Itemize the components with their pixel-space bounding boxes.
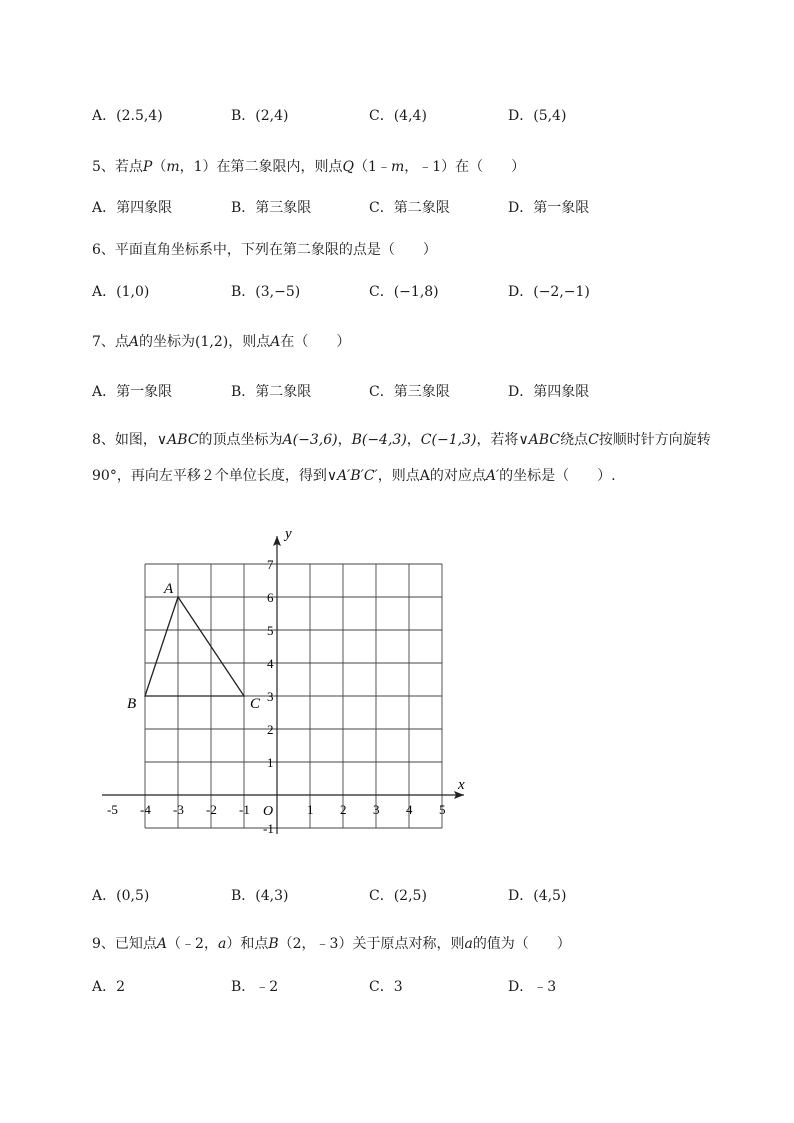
y-tick-label: 5 [267, 623, 274, 638]
q6-option-a[interactable]: A．(1,0) [92, 284, 150, 300]
q7-stem: 7、点A的坐标为(1,2)，则点A在（ ） [92, 334, 351, 350]
q5-option-a[interactable]: A．第四象限 [92, 200, 173, 216]
q6-options [92, 282, 712, 302]
q4-option-a[interactable]: A．(2.5,4) [92, 108, 163, 124]
q8-options [92, 886, 712, 906]
y-tick-label: 2 [267, 722, 274, 737]
x-tick-label: -2 [206, 802, 217, 817]
coordinate-grid-figure [96, 518, 476, 858]
y-tick-label: 3 [267, 689, 274, 704]
q4-option-d[interactable]: D．(5,4) [508, 108, 567, 124]
q7-option-a[interactable]: A．第一象限 [92, 384, 173, 400]
x-tick-label: 4 [406, 802, 413, 817]
coordinate-grid-chart [96, 518, 476, 858]
q4-option-c[interactable]: C．(4,4) [369, 108, 427, 124]
x-tick-label: 1 [307, 802, 314, 817]
x-tick-label: -5 [107, 802, 118, 817]
origin-label: O [263, 804, 274, 819]
q8-stem-line2: 90°，再向左平移２个单位长度，得到∨A′B′C′，则点A的对应点A′的坐标是（ ）. [92, 468, 616, 484]
q5-stem: 5、若点P（m，1）在第二象限内，则点Q（1﹣m，﹣1）在（ ） [92, 159, 526, 175]
y-tick-label: 6 [267, 590, 274, 605]
x-tick-label: -1 [239, 802, 250, 817]
q5-options [92, 198, 712, 218]
q9-option-b[interactable]: B．﹣2 [231, 979, 279, 995]
q8-option-b[interactable]: B．(4,3) [231, 888, 289, 904]
q4-options [92, 106, 712, 126]
vertex-label-a: A [164, 581, 174, 597]
x-axis-label: x [458, 777, 465, 793]
q9-option-a[interactable]: A．2 [92, 979, 126, 995]
q9-option-c[interactable]: C．3 [369, 979, 403, 995]
q8-option-c[interactable]: C．(2,5) [369, 888, 427, 904]
q5-option-b[interactable]: B．第三象限 [231, 200, 312, 216]
q8-option-d[interactable]: D．(4,5) [508, 888, 567, 904]
q8-stem-line1: 8、如图，∨ABC的顶点坐标为A(−3,6)，B(−4,3)，C(−1,3)，若将∨ABC绕点C按顺时针方向旋转 [92, 432, 711, 448]
y-axis-label: y [285, 526, 292, 542]
q6-option-b[interactable]: B．(3,−5) [231, 284, 301, 300]
vertex-label-b: B [127, 696, 137, 712]
vertex-label-c: C [250, 696, 261, 712]
q4-option-b[interactable]: B．(2,4) [231, 108, 289, 124]
q7-option-c[interactable]: C．第三象限 [369, 384, 450, 400]
q7-options [92, 382, 712, 402]
q7-option-d[interactable]: D．第四象限 [508, 384, 590, 400]
x-tick-label: 2 [340, 802, 347, 817]
q9-option-d[interactable]: D．﹣3 [508, 979, 557, 995]
q5-option-c[interactable]: C．第二象限 [369, 200, 450, 216]
x-tick-label: -3 [173, 802, 184, 817]
q6-option-d[interactable]: D．(−2,−1) [508, 284, 590, 300]
x-tick-label: -4 [140, 802, 151, 817]
q9-stem: 9、已知点A（﹣2，a）和点B（2，﹣3）关于原点对称，则a的值为（ ） [92, 936, 571, 952]
q7-option-b[interactable]: B．第二象限 [231, 384, 312, 400]
y-tick-label: 1 [267, 755, 274, 770]
q6-stem: 6、平面直角坐标系中，下列在第二象限的点是（ ） [92, 242, 437, 258]
y-tick-label: 4 [267, 656, 274, 671]
q8-option-a[interactable]: A．(0,5) [92, 888, 150, 904]
x-tick-label: 5 [439, 802, 446, 817]
y-tick-label: 7 [267, 557, 274, 572]
triangle-abc [145, 597, 244, 696]
q9-options [92, 977, 712, 997]
x-tick-label: 3 [373, 802, 380, 817]
q6-option-c[interactable]: C．(−1,8) [369, 284, 439, 300]
q5-option-d[interactable]: D．第一象限 [508, 200, 590, 216]
y-tick-label: -1 [263, 821, 274, 836]
